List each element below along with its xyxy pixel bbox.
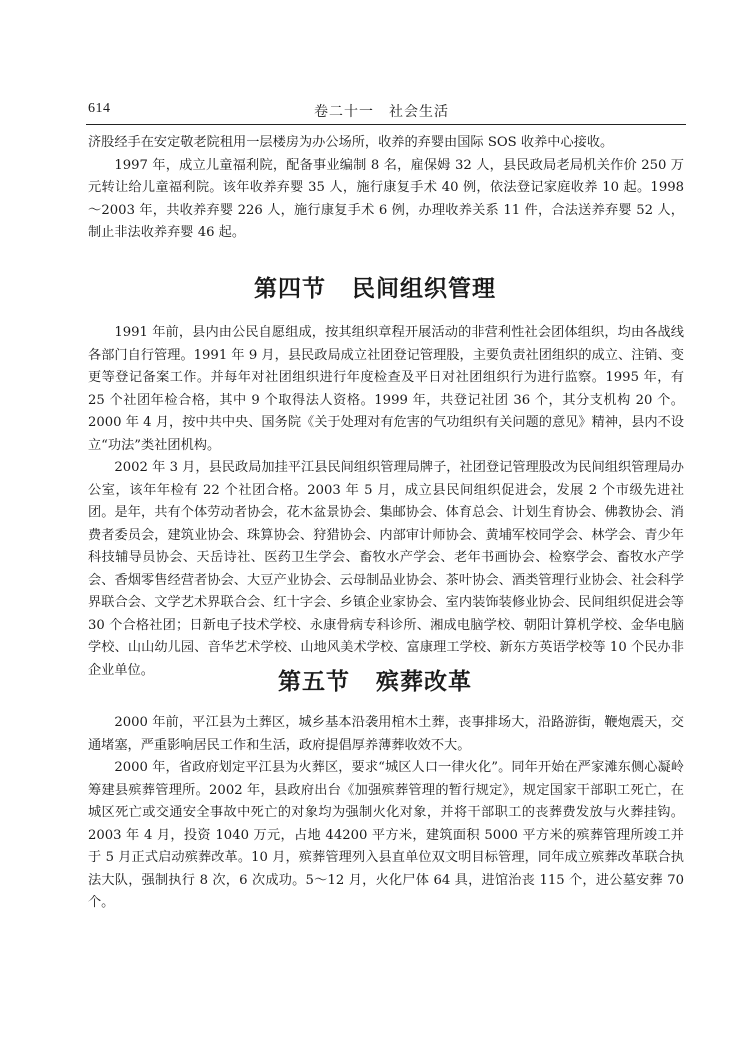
- section-5-body: [88, 712, 684, 915]
- section-5-heading: [0, 663, 750, 696]
- section-4-body: [88, 322, 684, 682]
- section-5-paragraph: 2000 年前，平江县为土葬区，城乡基本沿袭用棺木土葬，丧事排场大，沿路游街，鞭炮震天，交通堵塞，严重影响居民工作和生活，政府提倡厚养薄葬收效不大。: [88, 715, 684, 753]
- section-5-title: 殡葬改革: [376, 669, 472, 695]
- paragraph-1997: 1997 年，成立儿童福利院，配备事业编制 8 名，雇保姆 32 人，县民政局老局机关作价 250 万元转让给儿童福利院。该年收养弃婴 35 人，施行康复手术 40 例，依法登记家庭收养 10 起。1998～2003 年，共收养弃婴 226 人，施行康复手术 6 例，办理收养关系 11 件，合法送养弃婴 52 人，制止非法收养弃婴 46 起。: [88, 157, 684, 240]
- header-rule: [86, 124, 686, 125]
- continuation-paragraph: 济股经手在安定敬老院租用一层楼房为办公场所，收养的弃婴由国际 SOS 收养中心接收。: [88, 135, 614, 150]
- intro-block: [88, 132, 684, 245]
- section-4-heading: [0, 270, 750, 303]
- section-4-paragraph: 2002 年 3 月，县民政局加挂平江县民间组织管理局牌子，社团登记管理股改为民间组织管理局办公室，该年年检有 22 个社团合格。2003 年 5 月，成立县民间组织促进会，发展 2 个市级先进社团。是年，共有个体劳动者协会，花木盆景协会、集邮协会、体育总会、计划生育协会、佛教协会、消费者委员会，建筑业协会、珠算协会、狩猎协会、内部审计师协会、黄埔军校同学会、林学会、青少年科技辅导员协会、天岳诗社、医药卫生学会、畜牧水产学会、老年书画协会、检察学会、畜牧水产学会、香烟零售经营者协会、大豆产业协会、云母制品业协会、茶叶协会、酒类管理行业协会、社会科学界联合会、文学艺术界联合会、红十字会、乡镇企业家协会、室内装饰装修业协会、民间组织促进会等 30 个合格社团；日新电子技术学校、永康骨病专科诊所、湘成电脑学校、朝阳计算机学校、金华电脑学校、山山幼儿园、音华艺术学校、山地风美术学校、富康理工学校、新东方英语学校等 10 个民办非企业单位。: [88, 460, 684, 678]
- section-4-number: 第四节: [254, 276, 326, 302]
- section-5-paragraph: 2000 年，省政府划定平江县为火葬区，要求“城区人口一律火化”。同年开始在严家滩东侧心凝岭筹建县殡葬管理所。2002 年，县政府出台《加强殡葬管理的暂行规定》，规定国家干部职工死亡，在城区死亡或交通安全事故中死亡的对象均为强制火化对象，并将干部职工的丧葬费发放与火葬挂钩。2003 年 4 月，投资 1040 万元，占地 44200 平方米，建筑面积 5000 平方米的殡葬管理所竣工并于 5 月正式启动殡葬改革。10 月，殡葬管理列入县直单位双文明目标管理，同年成立殡葬改革联合执法大队，强制执行 8 次，6 次成功。5～12 月，火化尸体 64 具，进馆治丧 115 个，进公墓安葬 70 个。: [88, 760, 684, 910]
- section-5-number: 第五节: [278, 669, 350, 695]
- running-title: 卷二十一 社会生活: [314, 104, 449, 120]
- page-header: [88, 101, 684, 123]
- page-number: 614: [88, 101, 111, 116]
- section-4-title: 民间组织管理: [352, 276, 496, 302]
- section-4-paragraph: 1991 年前，县内由公民自愿组成，按其组织章程开展活动的非营利性社会团体组织，均由各战线各部门自行管理。1991 年 9 月，县民政局成立社团登记管理股，主要负责社团组织的成立、注销、变更等登记备案工作。并每年对社团组织进行年度检查及平日对社团组织行为进行监察。1995 年，有 25 个社团年检合格，其中 9 个取得法人资格。1999 年，共登记社团 36 个，其分支机构 20 个。2000 年 4 月，按中共中央、国务院《关于处理对有危害的气功组织有关问题的意见》精神，县内不设立“功法”类社团机构。: [88, 325, 684, 453]
